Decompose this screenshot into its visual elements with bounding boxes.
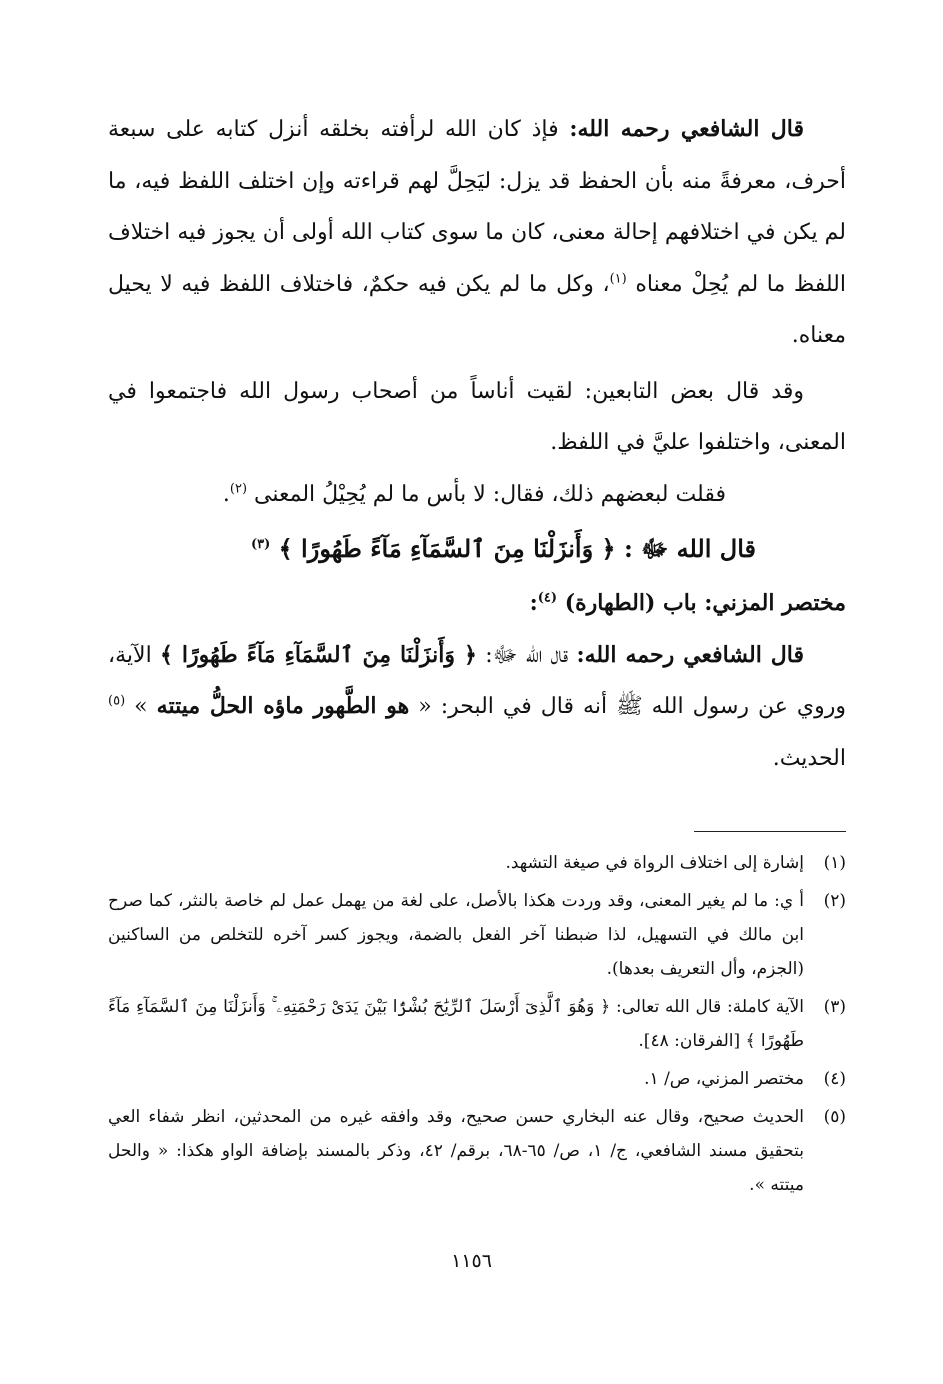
footnote-item	[108, 846, 846, 880]
footnote-text: الحديث صحيح، وقال عنه البخاري حسن صحيح، وقد وافقه غيره من المحدثين، انظر شفاء العي بتحقيق مسند الشافعي، ج/ ١، ص/ ٦٥-٦٨، برقم/ ٤٢، وذكر بالمسند بإضافة الواو هكذا: « والحل ميتته ».	[108, 1107, 804, 1195]
footnote-ref-5[interactable]: (٥)	[108, 693, 126, 709]
footnote-divider	[694, 831, 846, 832]
quran-verse: ﴿ وَأَنزَلْنَا مِنَ ٱلسَّمَآءِ مَآءً طَهُورًا ﴾	[270, 534, 624, 563]
footnote-text: أ ي: ما لم يغير المعنى، وقد وردت هكذا بالأصل، على لغة من يهمل عمل لم خاصة بالنثر، كما صرح ابن مالك في التسهيل، لذا ضبطنا آخر الفعل بالضمة، ويجوز كسر آخره للتخلص من الساكنين (الجزم، وأل التعريف بعدها).	[108, 891, 804, 979]
paragraph-3	[108, 469, 846, 521]
page-number: ١١٥٦	[451, 1250, 492, 1272]
footnote-ref-1[interactable]: (١)	[609, 271, 627, 287]
hadith-text: هو الطَّهور ماؤه الحلُّ ميتته	[156, 693, 410, 719]
footnote-ref-2[interactable]: (٢)	[229, 481, 248, 497]
quran-citation	[108, 520, 846, 578]
footnote-item	[108, 1100, 846, 1202]
footnote-item	[108, 1062, 846, 1096]
footnote-text: مختصر المزني، ص/ ١.	[644, 1069, 804, 1089]
paragraph-text: »	[125, 694, 157, 719]
footnote-number: (٤)	[823, 1069, 846, 1089]
footnote-number: (١)	[823, 853, 846, 873]
paragraph-5	[108, 630, 846, 785]
footnote-ref-3[interactable]: (٣)	[250, 537, 271, 552]
footnote-text: الآية كاملة: قال الله تعالى: ﴿ وَهُوَ ٱلَّذِىٓ أَرْسَلَ ٱلرِّيَٰحَ بُشْرًۢا بَيْنَ يَدَىْ رَحْمَتِهِۦ ۚ وَأَنزَلْنَا مِنَ ٱلسَّمَآءِ مَآءً طَهُورًا ﴾ [الفرقان: ٤٨].	[108, 997, 804, 1051]
footnote-text: إشارة إلى اختلاف الرواة في صيغة التشهد.	[505, 853, 804, 873]
footnote-number: (٢)	[823, 891, 846, 911]
paragraph-text: فإذ كان الله لرأفته بخلقه أنزل كتابه على سبعة أحرف، معرفةً منه بأن الحفظ قد يزل: ليَحِلَّ لهم قراءته وإن اختلف اللفظ فيه، ما لم يكن في اختلافهم إحالة معنى، كان ما سوى كتاب الله أولى أن يجوز فيه اختلاف اللفظ ما لم يُحِلْ معناه	[108, 117, 846, 297]
heading-text: :	[529, 590, 538, 616]
footnotes	[108, 846, 846, 1206]
speaker-label: قال الشافعي رحمه الله:	[576, 641, 805, 668]
paragraph-text: .	[222, 481, 230, 507]
paragraph-text: الآية، وروي عن رسول الله ﷺ أنه قال في البحر: «	[108, 642, 847, 719]
footnote-ref-4[interactable]: (٤)	[537, 590, 558, 606]
main-text	[108, 104, 846, 784]
footnote-item	[108, 990, 846, 1058]
paragraph-1	[108, 104, 846, 362]
paragraph-text: قال الله ﷻ:	[476, 642, 577, 668]
heading-text: مختصر المزني: باب (الطهارة)	[557, 590, 846, 616]
paragraph-text: فقلت لبعضهم ذلك، فقال: لا بأس ما لم يُحِيْلُ المعنى	[247, 481, 726, 507]
footnote-number: (٣)	[823, 997, 846, 1017]
footnote-item	[108, 884, 846, 986]
paragraph-text: ، وكل ما لم يكن فيه حكمٌ، فاختلاف اللفظ فيه لا يحيل معناه.	[108, 271, 846, 348]
quran-verse: ﴿ وَأَنزَلْنَا مِنَ ٱلسَّمَآءِ مَآءً طَهُورًا ﴾	[160, 641, 477, 668]
speaker-label: قال الشافعي رحمه الله:	[569, 116, 805, 142]
paragraph-2: وقد قال بعض التابعين: لقيت أناساً من أصحاب رسول الله فاجتمعوا في المعنى، واختلفوا عليَّ في اللفظ.	[108, 378, 846, 455]
paragraph-text: الحديث.	[772, 745, 846, 771]
citation-label: قال الله ﷻ :	[623, 534, 756, 563]
section-heading	[108, 578, 846, 630]
footnote-number: (٥)	[823, 1107, 846, 1127]
